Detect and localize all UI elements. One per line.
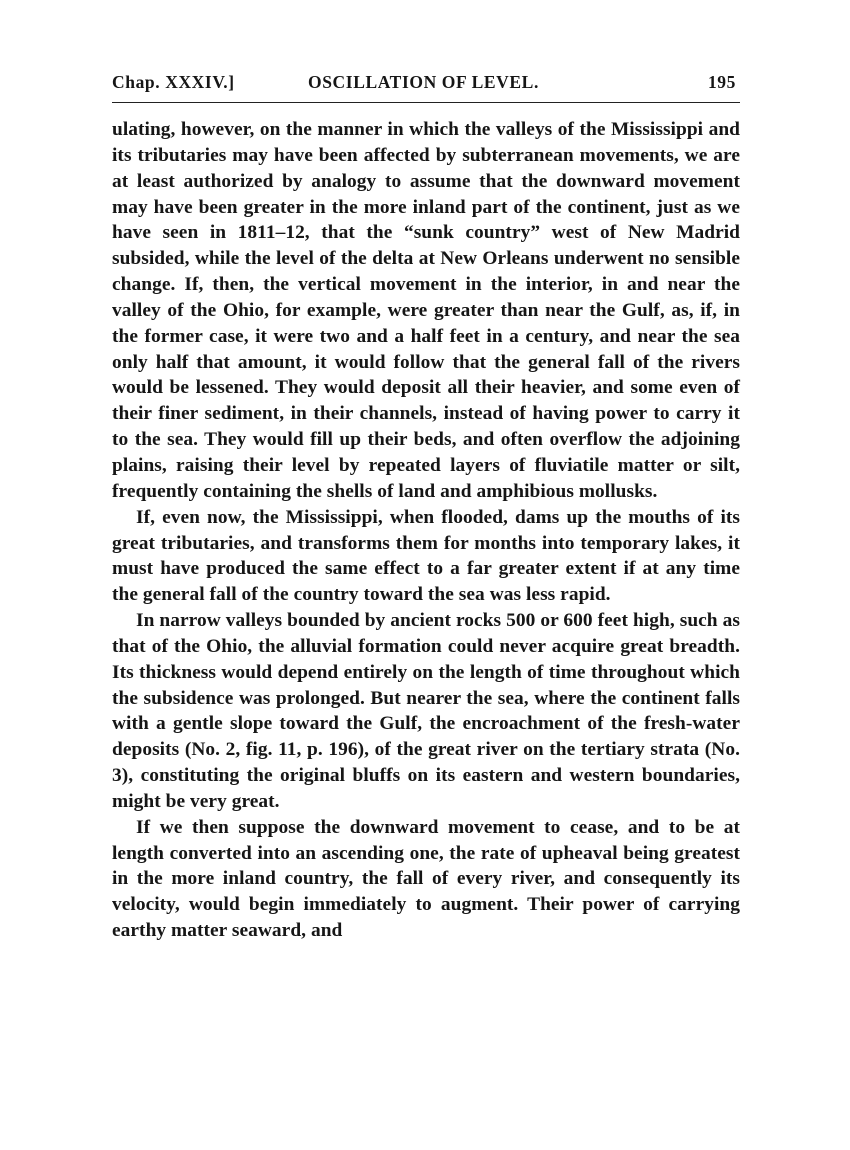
paragraph: ulating, however, on the manner in which the valleys of the Mississippi and its tributaries may have been affected by subterranean movements, we are at least authorized by analogy to assume that the downward movement may have been greater in the more inland part of the continent, just as we have seen in 1811–12, that the “sunk country” west of New Madrid subsided, while the level of the delta at New Orleans underwent no sensible change. If, then, the vertical movement in the interior, in and near the valley of the Ohio, for example, were greater than near the Gulf, as, if, in the former case, it were two and a half feet in a century, and near the sea only half that amount, it would follow that the general fall of the rivers would be lessened. They would deposit all their heavier, and some even of their finer sediment, in their channels, instead of having power to carry it to the sea. They would fill up their beds, and often overflow the adjoining plains, raising their level by repeated layers of fluviatile matter or silt, frequently containing the shells of land and amphibious mollusks. xyxy=(112,119,740,502)
running-head xyxy=(112,64,740,98)
paragraph: In narrow valleys bounded by ancient rocks 500 or 600 feet high, such as that of the Ohio, the alluvial formation could never acquire great breadth. Its thickness would depend entirely on the length of time throughout which the subsidence was prolonged. But nearer the sea, where the continent falls with a gentle slope toward the Gulf, the encroachment of the fresh-water deposits (No. 2, fig. 11, p. 196), of the great river on the tertiary strata (No. 3), constituting the original bluffs on its eastern and western boundaries, might be very great. xyxy=(112,610,740,812)
body-text xyxy=(112,117,740,944)
chapter-label: Chap. XXXIV.] xyxy=(112,72,235,92)
header-rule xyxy=(112,102,740,103)
paragraph: If we then suppose the downward movement to cease, and to be at length converted into an ascending one, the rate of upheaval being greatest in the more inland country, the fall of every river, and consequently its velocity, would begin immediately to augment. Their power of carrying earthy matter seaward, and xyxy=(112,816,740,942)
running-title: OSCILLATION OF LEVEL. xyxy=(308,72,539,92)
page-number: 195 xyxy=(707,72,736,92)
paragraph: If, even now, the Mississippi, when flooded, dams up the mouths of its great tributaries, and transforms them for months into temporary lakes, it must have produced the same effect to a far greater extent if at any time the general fall of the country toward the sea was less rapid. xyxy=(112,506,740,606)
book-page xyxy=(112,64,740,944)
